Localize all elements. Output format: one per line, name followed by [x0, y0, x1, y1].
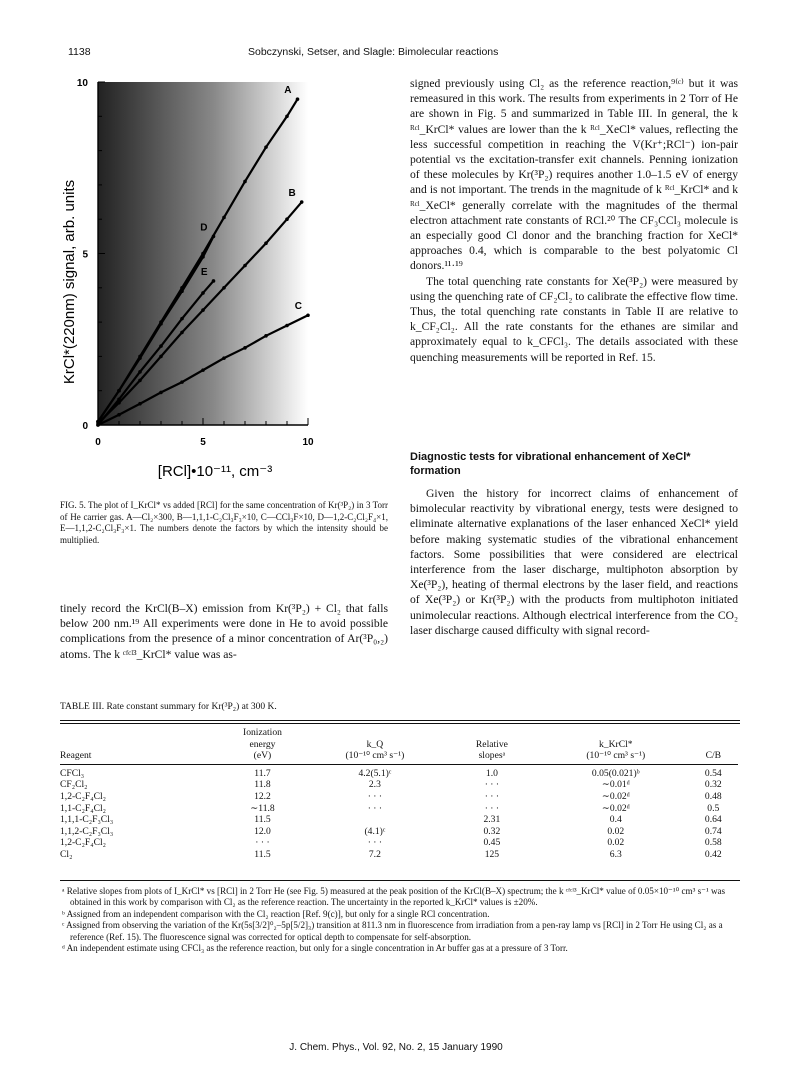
- table-footnotes: [60, 886, 740, 954]
- cell-rel: · · ·: [484, 802, 500, 814]
- data-point: [96, 423, 100, 427]
- data-point: [285, 115, 289, 119]
- y-tick-label: 10: [76, 78, 88, 89]
- cell-reagent: 1,1,2-C₂F₃Cl₃: [60, 825, 114, 837]
- right-paragraph-2: The total quenching rate constants for Xe(³P₂) were measured by using the quenching rate of CF₂Cl₂ to calibrate the effective flow time. Thus, the total quenching rate constants in Table II are relative to k_CF₂Cl₂. All the rate constants for the ethanes are similar and approximately equal to k_CFCl₃. The details associated with these quenching measurements will be reported in Ref. 15.: [410, 274, 738, 364]
- table-row: [56, 779, 742, 791]
- header-kkrcl-1: k_KrCl*: [598, 738, 633, 750]
- table-row: [56, 791, 742, 803]
- data-point: [201, 308, 205, 312]
- header-k-blank: [547, 727, 685, 739]
- data-point: [201, 368, 205, 372]
- table-row: [56, 768, 742, 780]
- cell-k: 0.4: [609, 814, 622, 826]
- data-point: [243, 346, 247, 350]
- cell-reagent: 1,2-C₂F₄Cl₂: [60, 790, 107, 802]
- series-label: E: [200, 266, 208, 278]
- left-column-text: [60, 601, 388, 662]
- cell-kq: 2.3: [368, 779, 381, 791]
- page-number: 1138: [68, 46, 91, 58]
- table-mid-rule: [60, 764, 738, 765]
- data-point: [117, 397, 121, 401]
- rate-constant-table: [56, 727, 742, 861]
- table-body: [56, 768, 742, 861]
- cell-ie: · · ·: [255, 837, 270, 849]
- data-point: [159, 355, 163, 359]
- data-point: [180, 380, 184, 384]
- header-ionization-1: Ionization: [243, 727, 282, 738]
- data-point: [300, 200, 304, 204]
- table-top-rule-2: [60, 723, 740, 724]
- data-point: [159, 344, 163, 348]
- cell-kq: [313, 814, 437, 826]
- right-column-text-2: [410, 486, 738, 638]
- cell-kq: (4.1)ᶜ: [364, 825, 386, 837]
- header-cb-blank: [685, 727, 742, 739]
- header-reagent: [56, 727, 212, 739]
- data-point: [138, 379, 142, 383]
- table-bottom-rule: [60, 880, 740, 881]
- cell-ie: 12.2: [254, 790, 271, 802]
- y-axis-label: KrCl*(220nm) signal, arb. units: [61, 179, 78, 385]
- cell-reagent: 1,2-C₂F₄Cl₂: [60, 837, 107, 849]
- header-relative-1: Relative: [475, 738, 508, 750]
- data-point: [222, 216, 226, 220]
- x-tick-label: 10: [302, 437, 314, 448]
- table-row: [56, 814, 742, 826]
- cell-ie: 12.0: [254, 825, 271, 837]
- cell-rel: · · ·: [484, 790, 500, 802]
- header-kq-1: k_Q: [366, 738, 384, 750]
- data-point: [159, 322, 163, 326]
- cell-kq: · · ·: [367, 837, 383, 849]
- cell-cb: 0.5: [707, 802, 720, 814]
- data-point: [222, 286, 226, 290]
- cell-cb: 0.48: [704, 790, 722, 802]
- right-paragraph-1: signed previously using Cl₂ as the reference reaction,⁹⁽ᶜ⁾ but it was remeasured in this work. The results from experiments in 2 Torr of He are shown in Fig. 5 and summarized in Table III. In general, the k ᴿᶜˡ_KrCl* values are lower than the k ᴿᶜˡ_XeCl* values, reflecting the less successful competition in reaching the V(Kr⁺;RCl⁻) ion-pair potential vs the excitation-transfer exit channels. Penning ionization of these molecules by Kr(³P₂) requires another 1.0–1.5 eV of energy and is not important. The trends in the magnitude of k ᴿᶜˡ_KrCl* and k ᴿᶜˡ_XeCl* generally correlate with the magnitudes of the thermal electron attachment rate constants of RCl.²⁰ The CF₃CCl₃ molecule is an especially good Cl donor and the branching fraction for XeCl* approaches 0.4, which is comparable to the best polyatomic Cl donors.¹¹·¹⁹: [410, 77, 738, 273]
- data-point: [117, 413, 121, 417]
- table-top-rule: [60, 720, 740, 721]
- x-axis-label: [RCl]•10⁻¹¹, cm⁻³: [157, 463, 273, 480]
- cell-k: 0.02: [607, 837, 625, 849]
- header-reagent-label: Reagent: [60, 750, 92, 762]
- data-point: [264, 145, 268, 149]
- data-point: [138, 402, 142, 406]
- data-point: [296, 97, 300, 101]
- y-tick-label: 5: [82, 249, 88, 261]
- left-paragraph: tinely record the KrCl(B–X) emission from Kr(³P₂) + Cl₂ that falls below 200 nm.¹⁹ All experiments were done in He to avoid possible complications from the presence of a minor concentration of Ar(³P₀,₂) atoms. The k ᶜᶠᶜˡ³_KrCl* value was as-: [60, 602, 388, 661]
- header-kq-2: (10⁻¹⁰ cm³ s⁻¹): [345, 750, 405, 762]
- header-ionization-2: energy: [249, 738, 276, 750]
- y-tick-label: 0: [82, 421, 88, 432]
- series-label: D: [200, 222, 208, 234]
- cell-cb: 0.54: [704, 767, 722, 779]
- data-point: [138, 356, 142, 360]
- table-header-row-2: [56, 739, 742, 751]
- series-label: A: [284, 85, 292, 97]
- cell-rel: 0.45: [483, 837, 501, 849]
- footnote-a: ᵃ Relative slopes from plots of I_KrCl* vs [RCl] in 2 Torr He (see Fig. 5) measured at the peak position of the KrCl(B–X) spectrum; the k ᶜᶠᶜˡ³_KrCl* value of 0.05×10⁻¹⁰ cm³ s⁻¹ was obtained in this work by comparison with Cl₂ as the reference reaction. The uncertainty in the reported k_KrCl* values is ±20%.: [62, 886, 726, 908]
- cell-ie: 11.8: [254, 779, 271, 791]
- table-row: [56, 849, 742, 861]
- x-tick-label: 5: [200, 437, 206, 448]
- table-row: [56, 826, 742, 838]
- section-heading: Diagnostic tests for vibrational enhancement of XeCl* formation: [410, 451, 691, 477]
- cell-kq: · · ·: [367, 790, 383, 802]
- data-point: [264, 334, 268, 338]
- running-title: Sobczynski, Setser, and Slagle: Bimolecular reactions: [248, 46, 499, 58]
- cell-ie: ∼11.8: [250, 802, 275, 814]
- cell-ie: 11.5: [254, 814, 271, 826]
- journal-footer: J. Chem. Phys., Vol. 92, No. 2, 15 January 1990: [289, 1042, 503, 1053]
- data-point: [180, 289, 184, 293]
- cell-rel: 1.0: [485, 767, 498, 779]
- data-point: [201, 291, 205, 295]
- header-cb: C/B: [705, 750, 722, 762]
- cell-rel: 0.32: [483, 825, 501, 837]
- data-point: [285, 324, 289, 328]
- cell-k: 6.3: [609, 848, 622, 860]
- cell-reagent: CF₂Cl₂: [60, 779, 88, 791]
- series-label: C: [294, 301, 302, 313]
- table-title: TABLE III. Rate constant summary for Kr(³P₂) at 300 K.: [60, 702, 277, 712]
- cell-ie: 11.5: [254, 848, 271, 860]
- cell-kq: 7.2: [368, 848, 381, 860]
- cell-reagent: 1,1,1-C₂F₃Cl₃: [60, 814, 114, 826]
- cell-reagent: 1,1-C₂F₄Cl₂: [60, 802, 107, 814]
- header-rel-blank: [437, 727, 547, 739]
- data-point: [222, 356, 226, 360]
- data-point: [201, 255, 205, 259]
- cell-rel: 2.31: [483, 814, 501, 826]
- cell-cb: 0.64: [704, 814, 722, 826]
- footnote-c: ᶜ Assigned from observing the variation of the Kr(5s[3/2]⁰₂–5p[5/2]₃) transition at 811.3 nm in fluorescence from irradiation from a pen-ray lamp vs [RCl] in 2 Torr He using Cl₂ as a reference (Ref. 15). The fluorescence signal was corrected for optical depth to compensate for self-absorption.: [62, 920, 723, 942]
- cell-kq: · · ·: [367, 802, 383, 814]
- data-point: [180, 331, 184, 335]
- cell-k: ∼0.01ᵈ: [601, 779, 630, 791]
- cell-rel: · · ·: [484, 779, 500, 791]
- cell-reagent: Cl₂: [60, 848, 73, 860]
- cell-rel: 125: [484, 848, 500, 860]
- cell-k: ∼0.02ᵈ: [601, 790, 630, 802]
- cell-cb: 0.58: [704, 837, 722, 849]
- footnote-b: ᵇ Assigned from an independent comparison with the Cl₂ reaction [Ref. 9(c)], but only for a single RCl concentration.: [62, 908, 490, 919]
- x-tick-label: 0: [95, 437, 101, 448]
- right-column-text: [410, 76, 738, 365]
- data-point: [243, 180, 247, 184]
- cell-k: 0.02: [607, 825, 625, 837]
- cell-k: ∼0.02ᵈ: [601, 802, 630, 814]
- data-point: [138, 370, 142, 374]
- data-point: [159, 391, 163, 395]
- data-point: [212, 235, 216, 239]
- cell-k: 0.05(0.021)ᵇ: [591, 767, 640, 779]
- series-label: B: [288, 188, 296, 200]
- data-point: [212, 279, 216, 283]
- header-relative-2: slopesᵃ: [478, 750, 506, 762]
- cell-cb: 0.74: [704, 825, 722, 837]
- figure-5-chart: [60, 70, 330, 490]
- table-header-row: [56, 727, 742, 739]
- cell-cb: 0.32: [704, 779, 722, 791]
- cell-cb: 0.42: [704, 848, 722, 860]
- data-point: [264, 241, 268, 245]
- footnote-d: ᵈ An independent estimate using CFCl₃ as the reference reaction, but only for a single concentration in Ar buffer gas at a pressure of 3 Torr.: [62, 943, 568, 954]
- header-kkrcl-2: (10⁻¹⁰ cm³ s⁻¹): [586, 750, 646, 762]
- data-point: [180, 317, 184, 321]
- data-point: [306, 313, 310, 317]
- data-point: [285, 217, 289, 221]
- table-row: [56, 837, 742, 849]
- header-ionization-3: (eV): [253, 750, 272, 762]
- cell-reagent: CFCl₃: [60, 767, 85, 779]
- table-header-row-3: [56, 750, 742, 762]
- data-point: [243, 264, 247, 268]
- table-row: [56, 803, 742, 815]
- figure-caption: FIG. 5. The plot of I_KrCl* vs added [RCl] for the same concentration of Kr(³P₂) in 3 Torr of He carrier gas. A—Cl₂×300, B—1,1,1-C₂Cl₃F₃×10, C—CCl₃F×10, D—1,2-C₂Cl₂F₄×1, E—1,1,2-C₂Cl₃F₃×1. The numbers denote the factors by which the intensity should be multiplied.: [60, 500, 388, 545]
- cell-ie: 11.7: [254, 767, 271, 779]
- right-paragraph-3: Given the history for incorrect claims of enhancement of bimolecular reactivity by vibrational energy, tests were designed to eliminate alternative explanations of the laser enhanced XeCl* yield before making systematic studies of the vibrational enhancement factors. Some possibilities that were considered are electrical interference from the laser discharge, multiphoton absorption by Xe(³P₂), heating of thermal electrons by the laser field, and reactions of Xe(³P₂) or Kr(³P₂) with the products from multiphoton initiated unimolecular reactions. Although electrical interference from the CO₂ laser discharge caused difficulty with signal record-: [410, 487, 738, 637]
- cell-kq: 4.2(5.1)ᶜ: [358, 767, 392, 779]
- data-point: [117, 389, 121, 393]
- header-kq-blank: [313, 727, 437, 739]
